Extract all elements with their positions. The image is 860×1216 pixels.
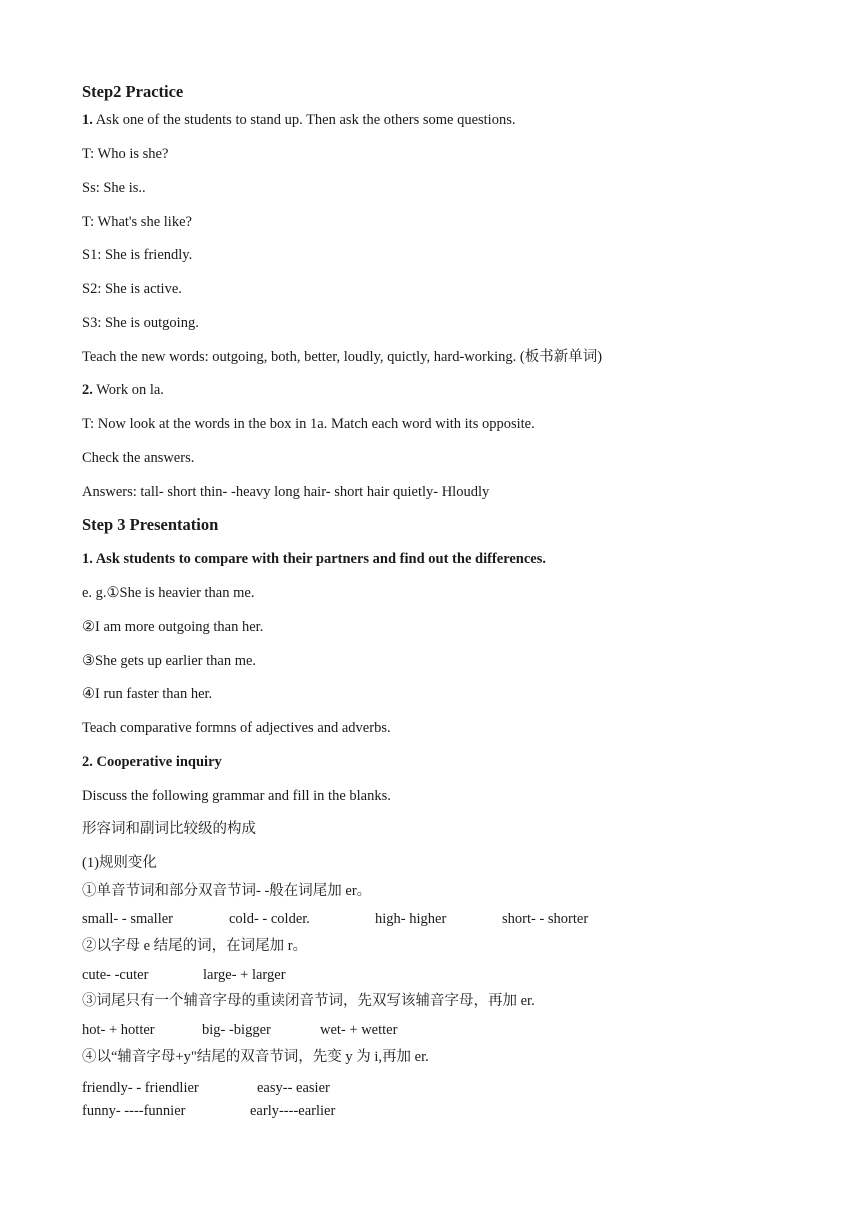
dialog-line: S3: She is outgoing.: [82, 315, 199, 331]
step2-item2-text: Work on la.: [92, 382, 164, 398]
example-word: easy-- easier: [257, 1080, 330, 1096]
example-word: cute- -cuter: [82, 967, 149, 983]
grammar-subtitle: 形容词和副词比较级的构成: [82, 821, 256, 837]
step2-item1-number: 1.: [82, 112, 93, 128]
step2-item2-number: 2.: [82, 382, 93, 398]
example-line: ②I am more outgoing than her.: [82, 619, 264, 635]
dialog-line: T: Who is she?: [82, 146, 169, 162]
example-word: short- - shorter: [502, 911, 589, 927]
step3-item2: 2. Cooperative inquiry: [82, 754, 222, 770]
example-word: high- higher: [375, 911, 447, 927]
rule-2: ②以字母 e 结尾的词，在词尾加 r。: [82, 938, 308, 954]
example-word: cold- - colder.: [229, 911, 310, 927]
rule-1: ①单音节词和部分双音节词- -般在词尾加 er。: [82, 883, 372, 899]
step2-item2: [82, 381, 164, 399]
example-word: small- - smaller: [82, 911, 174, 927]
example-word: hot- + hotter: [82, 1022, 155, 1038]
example-word: wet- + wetter: [320, 1022, 398, 1038]
teach-forms: Teach comparative formns of adjectives and adverbs.: [82, 720, 391, 736]
dialog-line: S1: She is friendly.: [82, 247, 193, 263]
example-line: e. g.①She is heavier than me.: [82, 585, 255, 601]
example-line: ③She gets up earlier than me.: [82, 653, 257, 669]
example-word: funny- ----funnier: [82, 1103, 186, 1119]
step2-item1-text: Ask one of the students to stand up. Then ask the others some questions.: [92, 112, 516, 128]
check-answers: Check the answers.: [82, 450, 195, 466]
rule-heading: (1)规则变化: [82, 855, 157, 871]
dialog-line: Ss: She is..: [82, 180, 146, 196]
answers-line: Answers: tall- short thin- -heavy long hair- short hair quietly- Hloudly: [82, 484, 490, 500]
dialog-line: S2: She is active.: [82, 281, 182, 297]
example-word: friendly- - friendlier: [82, 1080, 199, 1096]
step2-heading: Step2 Practice: [82, 82, 184, 101]
dialog-line: T: What's she like?: [82, 214, 192, 230]
discuss-line: Discuss the following grammar and fill in the blanks.: [82, 788, 391, 804]
teach-new-words: Teach the new words: outgoing, both, better, loudly, quictly, hard-working. (板书新单词): [82, 349, 603, 365]
step3-heading: Step 3 Presentation: [82, 515, 219, 534]
example-word: large- + larger: [203, 967, 286, 983]
step3-item1: 1. Ask students to compare with their partners and find out the differences.: [82, 551, 547, 567]
match-instruction: T: Now look at the words in the box in 1a. Match each word with its opposite.: [82, 416, 535, 432]
step2-item1: [82, 111, 515, 129]
example-word: big- -bigger: [202, 1022, 271, 1038]
example-word: early----earlier: [250, 1103, 336, 1119]
rule-3: ③词尾只有一个辅音字母的重读闭音节词，先双写该辅音字母，再加 er.: [82, 993, 535, 1009]
rule-4: ④以“辅音字母+y"结尾的双音节词，先变 y 为 i,再加 er.: [82, 1049, 429, 1065]
example-line: ④I run faster than her.: [82, 686, 213, 702]
